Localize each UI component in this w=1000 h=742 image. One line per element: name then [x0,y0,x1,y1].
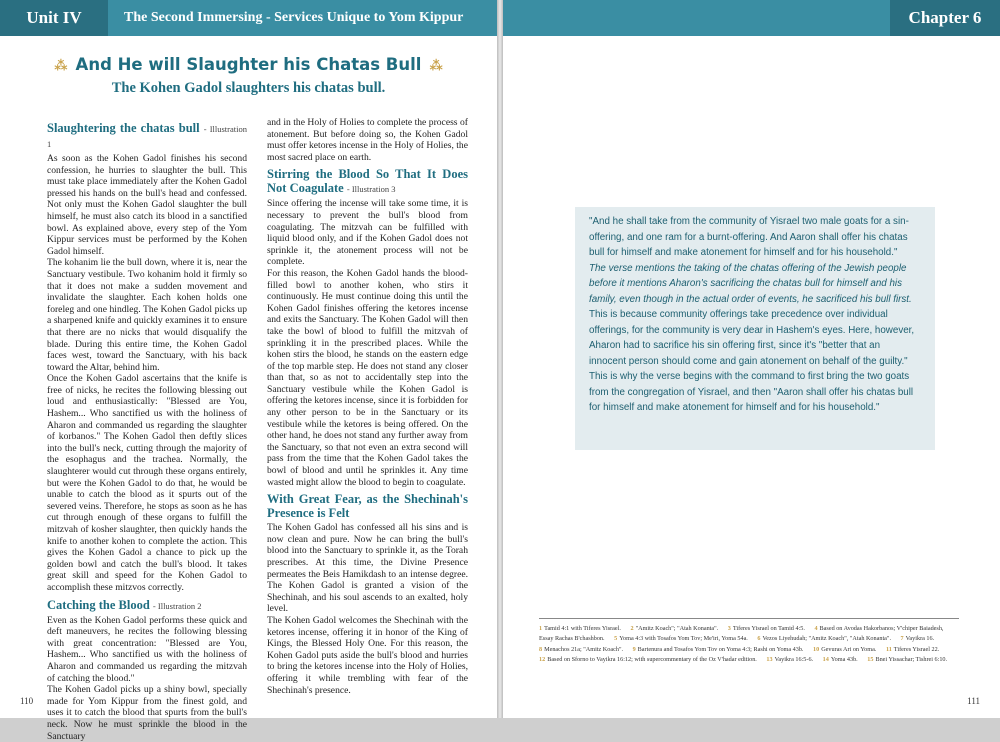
quote-box [575,207,935,450]
footnote-text: Vezos Liyehudah; "Amitz Koach", "Atah Konanta". [762,635,891,643]
subheading-text: Stirring the Blood So That It Does Not Coagulate [267,167,468,196]
footnote-text: Based on Sforno to Vayikra 16:12; with supercommentary of the Oz V'hadar edition. [547,656,757,664]
page-number-left: 110 [20,696,34,706]
subheading [267,167,468,196]
text-column-1 [47,117,247,742]
paragraph: Since offering the incense will take some time, it is necessary to prevent the bull's blood from coagulating. The mitzvah can be fulfilled with liquid blood only, and if the Kohen Gadol does not sprinkle it, the atonement process will not be complete. [267,198,468,268]
footnote-text: Tamid 4:1 with Tiferes Yisrael. [544,625,621,632]
footnote-number: 6 [757,635,761,643]
illustration-ref: - Illustration 3 [346,184,396,195]
footnote-divider [539,618,959,619]
paragraph: The Kohen Gadol picks up a shiny bowl, specially made for Yom Kippur from the finest gold, and uses it to catch the blood that spurts from the bull's neck. Now he must sprinkle the blood in the Sanctuary [47,684,247,742]
subheading [47,598,247,613]
footnote-text: Yoma 43b. [830,656,858,664]
verse-quote: "And he shall take from the community of Yisrael two male goats for a sin-offering, and one ram for a burnt-offering. And Aaron shall offer his chatas bull for himself and make atonement for himself and for his household." [589,216,909,258]
footnote-text: Gevuras Ari on Yoma. [821,645,877,653]
left-page [0,0,497,742]
footnote-item [886,646,939,653]
subheading [47,121,247,151]
running-title: The Second Immersing - Services Unique to Yom Kippur [124,10,464,25]
paragraph: Even as the Kohen Gadol performs these quick and deft maneuvers, he recites the following blessing with great concentration: "Blessed are You, Hashem... Who sanctified us with the holiness of Aharon and commanded us regarding the mitzvah of catching the blood." [47,614,247,684]
footnote-item [867,656,947,663]
footnote-number: 15 [867,656,874,664]
commentary-italic: The verse mentions the taking of the chatas offering of the Jewish people before it mentions Aharon's sacrificing the chatas bull for himself and his family, even though in the actual order of events, he sacrificed his bull first. [589,262,912,305]
chapter-label: Chapter 6 [890,0,1000,36]
footnote-number: 8 [539,645,543,653]
footnote-number: 1 [539,625,543,632]
section-title [0,55,497,74]
footnote-text: Tiferes Yisrael on Tamid 4:5. [732,625,805,632]
paragraph: The kohanim lie the bull down, where it is, near the Sanctuary vestibule. Two kohanim hold it firmly so that it does not make a sudden movement and invalidate the slaughter. Each kohen holds one foreleg and one hindleg. The Kohen Gadol picks up a sharpened knife and quickly examines it to ensure that there are no nicks that would disqualify the blade. During this entire time, the Kohen Gadol faces west, toward the Sanctuary, with his back toward the Altar, behind him. [47,257,247,373]
footnote-item [633,646,804,653]
footnote-number: 2 [630,625,634,632]
right-running-header [503,0,1000,36]
footnote-text: Vayikra 16. [905,635,935,643]
footnote-item [766,656,813,663]
footnotes [539,624,959,666]
footnote-item [757,635,891,642]
subheading: With Great Fear, as the Shechinah's Presence is Felt [267,492,468,521]
footnote-text: Menachos 21a; "Amitz Koach". [544,645,624,653]
footnote-number: 3 [727,625,731,632]
footnote-item [539,656,757,663]
unit-label: Unit IV [0,0,108,36]
illustration-ref: - Illustration 1 [47,124,247,149]
left-running-header [0,0,497,36]
footnote-item [539,625,621,632]
paragraph: The Kohen Gadol welcomes the Shechinah with the ketores incense, offering it in honor of the King of Kings, the Blessed Holy One. For this reason, the Kohen Gadol puts aside the bull's blood and hurries to bring the ketores incense into the Holy of Holies, offering it while trembling with fear of the Shechinah's presence. [267,614,468,696]
footnote-number: 13 [766,656,773,664]
commentary: This is why the verse begins with the command to first bring the two goats from the congregation of Yisrael, and then "Aaron shall offer his chatas bull for himself and make atonement for himself and for his household." [589,371,914,413]
footnote-text: Vayikra 16:5-6. [774,656,814,664]
subheading-text: Catching the Blood [47,597,150,612]
footnote-number: 10 [813,645,820,653]
footnote-number: 11 [885,645,892,653]
right-page [503,0,1000,718]
paragraph: For this reason, the Kohen Gadol hands the blood-filled bowl to another kohen, who stirs it continuously. He must continue doing this until the Kohen Gadol finishes offering the ketores incense and exits the Sanctuary. The Kohen Gadol will then take the bowl of blood to fulfill the mitzvah of sprinkling it in the prescribed places. While the kohen stirs the blood, he stands on the eastern edge of the top marble step. He does not stand any closer than that, so as not to accidentally step into the Sanctuary vestibule while the Kohen Gadol is offering the ketores incense, since it is forbidden for any other person to be in the Sanctuary or its vestibule while the ketores is being offered. On the other hand, he does not stand any further away from the Sanctuary, so that not even an extra second will pass from the time that the Kohen Gadol takes the bowl of blood and until he sprinkles it. Any time wasted might allow the blood to begin to coagulate. [267,267,468,488]
footnote-number: 5 [614,635,618,643]
footnote-item [901,635,935,642]
footnote-number: 14 [822,656,829,664]
ornament-icon: ⁂ [54,59,68,74]
footnote-text: Bartenura and Tosafos Yom Tov on Yoma 4:3; Rashi on Yoma 43b. [637,645,804,653]
paragraph: As soon as the Kohen Gadol finishes his second confession, he hurries to slaughter the bull. This must take place immediately after the Kohen Gadol pressed his hands on the bull's head and confessed. Not only must the Kohen Gadol slaughter the bull himself, he must also catch its blood in a sanctified bowl. As explained above, every step of the Yom Kippur services must be performed by the Kohen Gadol himself. [47,153,247,257]
footnote-number: 4 [814,625,818,632]
footnote-text: Yoma 4:3 with Tosafos Yom Tov; Me'iri, Yoma 54a. [619,635,748,643]
footnote-text: Based on Avodas Hakorbanos; V'chiper Baiadesh, Essay Rachas B'chashbon. [539,625,944,643]
footnote-item [813,646,876,653]
footnote-number: 7 [900,635,904,643]
footnote-text: Bnei Yissachar; Tishrei 6:10. [875,656,948,664]
footnote-item [631,625,719,632]
illustration-ref: - Illustration 2 [152,600,202,611]
section-title-text: And He will Slaughter his Chatas Bull [75,55,422,74]
footnote-item [614,635,748,642]
footnote-number: 12 [539,656,546,664]
page-number-right: 111 [967,696,980,706]
footnote-text: "Amitz Koach"; "Atah Konanta". [635,625,719,632]
footnote-item [823,656,858,663]
subheading-text: Slaughtering the chatas bull [47,121,200,135]
footnote-item [728,625,805,632]
footnote-text: Tiferes Yisrael 22. [893,645,940,653]
footnote-item [539,646,623,653]
ornament-icon: ⁂ [429,59,443,74]
commentary: This is because community offerings take precedence over individual offerings, for the community is very dear in Hashem's eyes. Here, however, Aharon had to sacrifice his sin offering first, since it's "better that an innocent person should come and gain atonement on behalf of the guilty." [589,309,915,367]
paragraph: Once the Kohen Gadol ascertains that the knife is free of nicks, he recites the following blessing out loud and enthusiastically: "Blessed are You, Hashem... Who sanctified us with the holiness of Aharon and commanded us regarding the slaughter of korbanos." The Kohen Gadol then deftly slices into the bull's neck, cutting through the majority of the esophagus and the trachea. Normally, the slaughterer would cut through these organs entirely, but were the Kohen Gadol to do that, he would be unable to catch the blood as it spurts out of the severed veins. Therefore, he stops as soon as he has cut through enough of these organs to fulfill the mitzvah of kosher slaughter, then quickly hands the knife to another kohen to complete the action. This gives the Kohen Gadol a chance to pick up the golden bowl and catch the bull's blood. It takes great skill and speed for the Kohen Gadol to accomplish these mitzvos correctly. [47,373,247,593]
footnote-number: 9 [632,645,636,653]
paragraph: The Kohen Gadol has confessed all his sins and is now clean and pure. Now he can bring the bull's blood into the Sanctuary to sprinkle it, as the Torah prescribes. At this time, the Divine Presence permeates the Beis Hamikdash to an intense degree. The Kohen Gadol is granted a vision of the Shechinah, and his soul ascends to an exalted, holy level. [267,522,468,615]
section-subtitle: The Kohen Gadol slaughters his chatas bull. [111,80,386,96]
paragraph: and in the Holy of Holies to complete the process of atonement. But before doing so, the Kohen Gadol must offer ketores incense in the Holy of Holies, the most sacred place on earth. [267,117,468,163]
text-column-2 [267,117,468,696]
